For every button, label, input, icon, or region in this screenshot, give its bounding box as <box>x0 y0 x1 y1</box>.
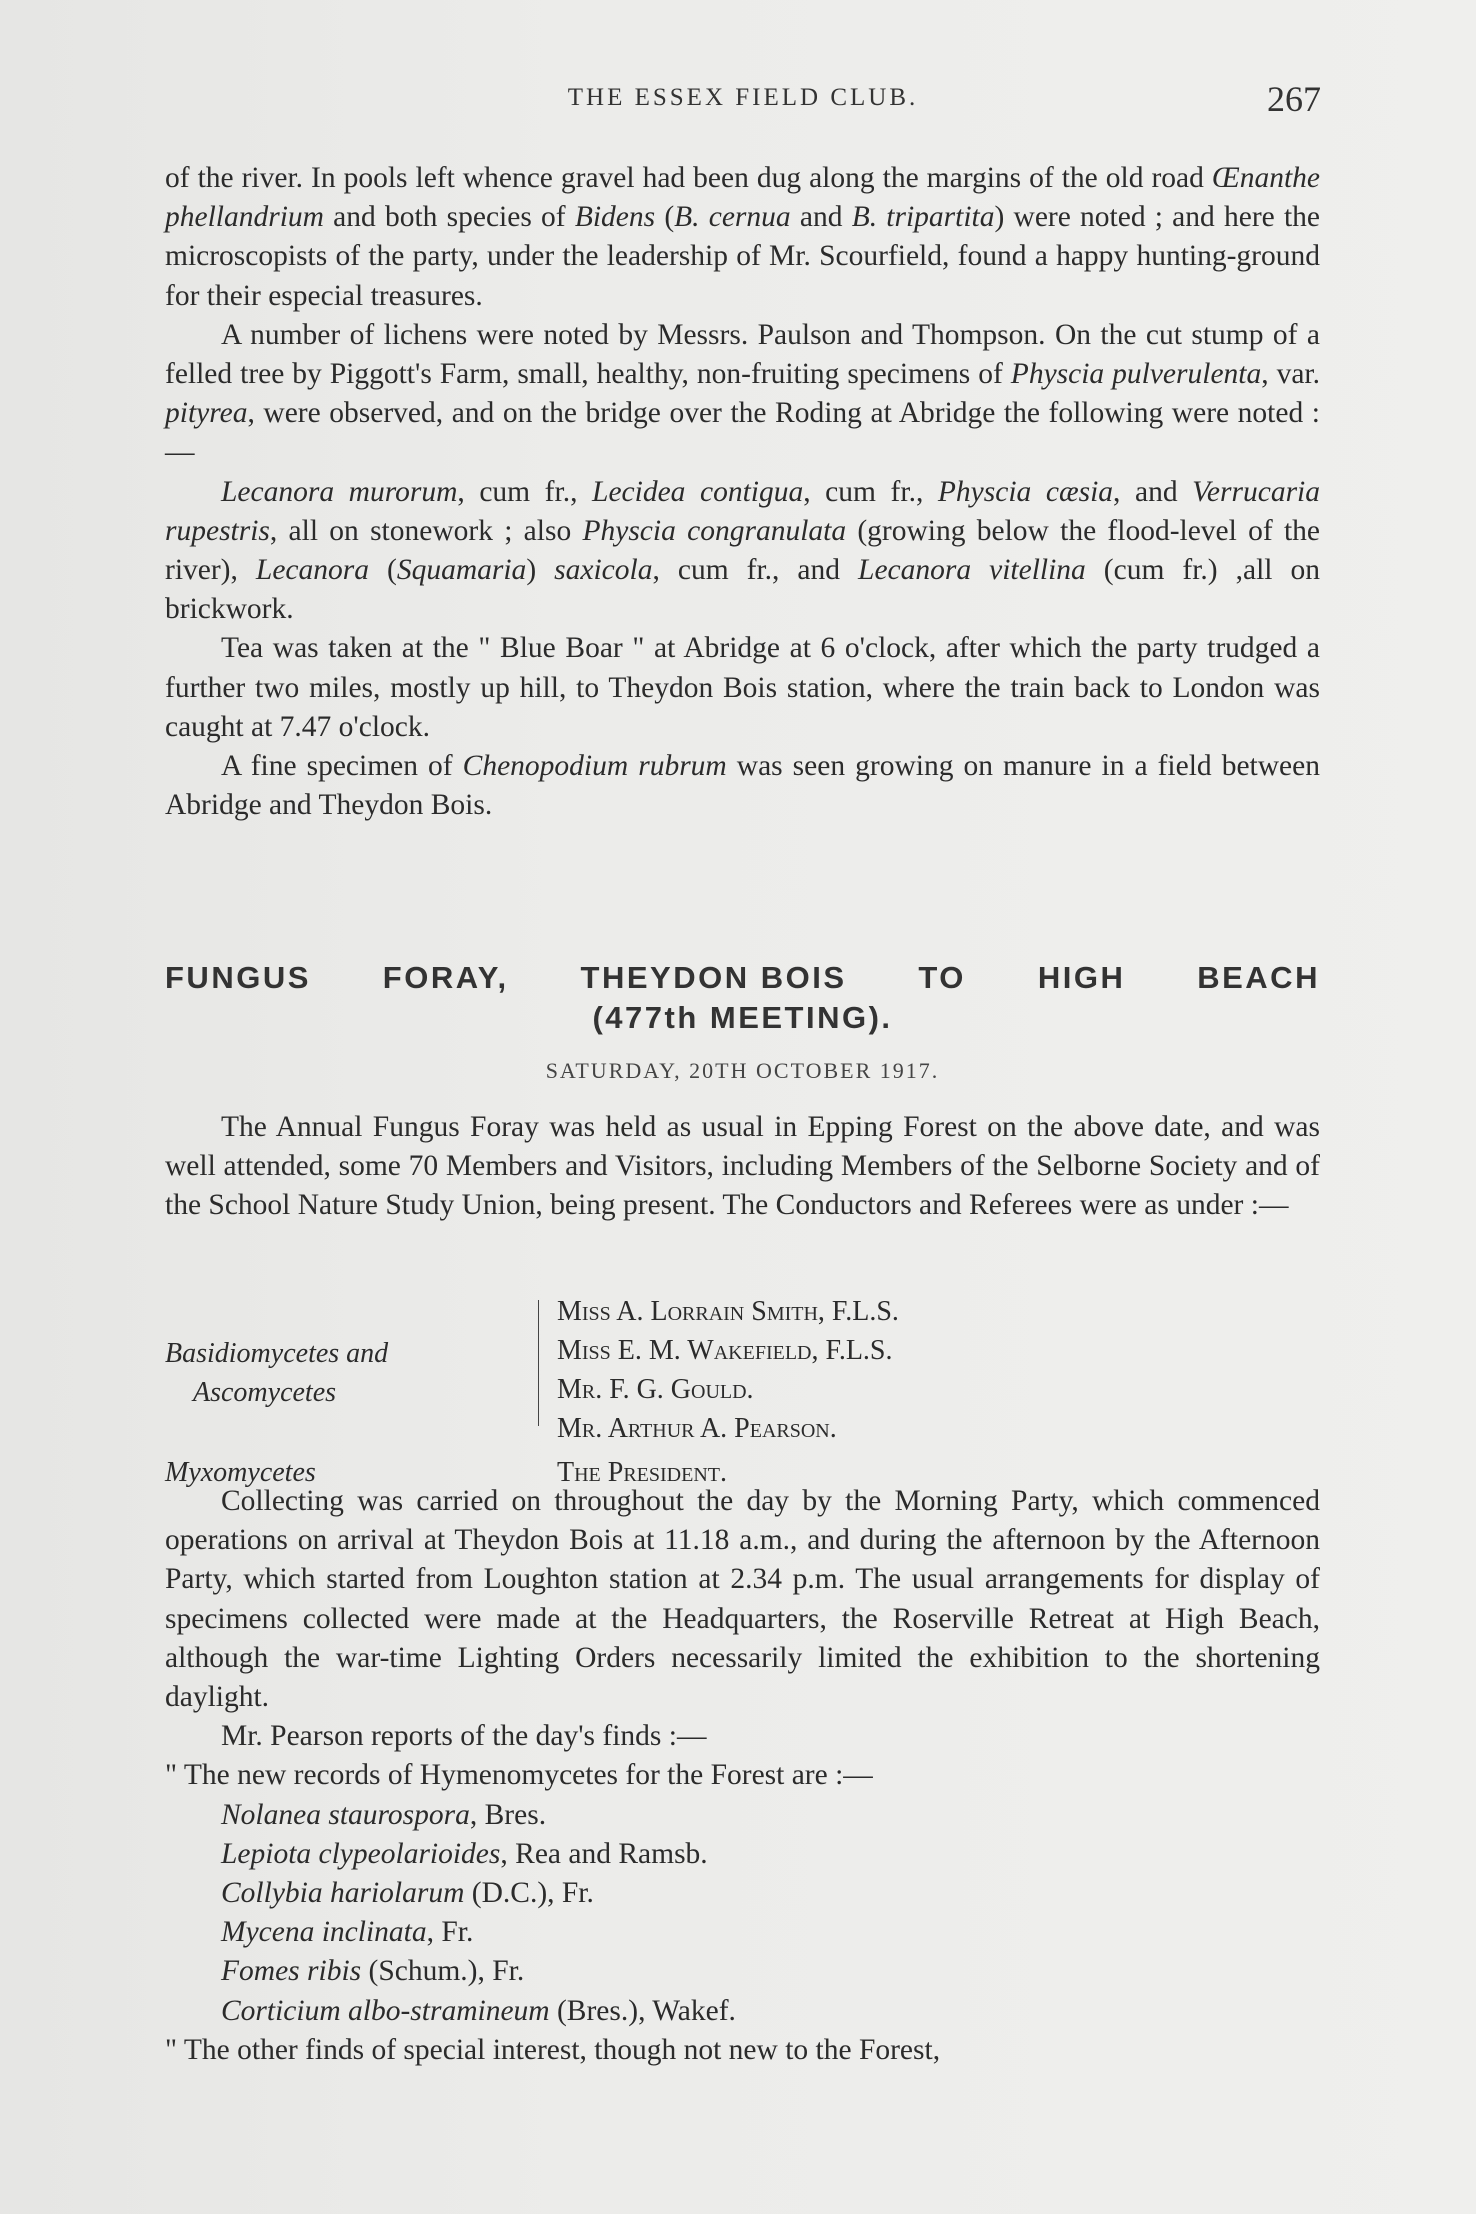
list-item: Nolanea staurospora, Bres. <box>221 1798 547 1831</box>
paragraph-foray-intro: The Annual Fungus Foray was held as usual in Epping Forest on the above date, and was well attended, some 70 Members and Visitors, including Members of the Selborne Society and of the School Nature Study Union, being present. The Conductors and Referees were as under :— <box>165 1111 1320 1222</box>
running-title: THE ESSEX FIELD CLUB. <box>567 84 919 111</box>
conductor-name: Mr. F. G. Gould. <box>557 1374 754 1405</box>
paragraph-lichens: A number of lichens were noted by Messrs. Paulson and Thompson. On the cut stump of a felled tree by Piggott's Farm, small, healthy, non-fruiting specimens of Physcia pulverulenta, var. pityrea, were observed, and on the bridge over the Roding at Abridge the following were noted :— <box>165 318 1321 469</box>
page-number: 267 <box>1267 79 1321 119</box>
conductor-group-label: Basidiomycetes and Ascomycetes <box>165 1338 389 1408</box>
new-records-list <box>165 1796 1320 2031</box>
paragraph-chenopodium: A fine specimen of Chenopodium rubrum was seen growing on manure in a field between Abridge and Theydon Bois. <box>165 750 1320 822</box>
page-header <box>165 78 1321 128</box>
list-item: Corticium albo-stramineum (Bres.), Wakef. <box>221 1994 736 2027</box>
meeting-date: SATURDAY, 20TH OCTOBER 1917. <box>545 1058 940 1083</box>
paragraph-tea: Tea was taken at the " Blue Boar " at Abridge at 6 o'clock, after which the party trudged a further two miles, mostly up hill, to Theydon Bois station, where the train back to London was caught at 7.47 o'clock. <box>165 632 1320 743</box>
paragraph-lichen-list: Lecanora murorum, cum fr., Lecidea contigua, cum fr., Physcia cæsia, and Verrucaria rupestris, all on stonework ; also Physcia congranulata (growing below the flood-level of the river), Lecanora (Squamaria) saxicola, cum fr., and Lecanora vitellina (cum fr.) ,all on brickwork. <box>165 475 1321 626</box>
conductors-list <box>165 1292 1320 1488</box>
list-item: Fomes ribis (Schum.), Fr. <box>221 1955 525 1988</box>
foray-intro <box>165 1108 1320 1226</box>
myxomycetes-referee: The President. <box>557 1457 727 1488</box>
intro-text <box>165 159 1320 825</box>
list-item: Collybia hariolarum (D.C.), Fr. <box>221 1877 594 1910</box>
conductor-name: Mr. Arthur A. Pearson. <box>557 1413 837 1444</box>
list-item: Mycena inclinata, Fr. <box>221 1916 474 1949</box>
paragraph-other-finds: " The other finds of special interest, though not new to the Forest, <box>165 2033 941 2066</box>
list-item: Lepiota clypeolarioides, Rea and Ramsb. <box>221 1837 708 1870</box>
section-heading <box>165 958 1320 1038</box>
conductor-name: Miss A. Lorrain Smith, F.L.S. <box>557 1296 899 1327</box>
myxomycetes-label: Myxomycetes <box>165 1457 316 1488</box>
conductor-names <box>557 1292 899 1448</box>
paragraph-new-records: " The new records of Hymenomycetes for the Forest are :— <box>165 1759 873 1792</box>
foray-body <box>165 1482 1320 2070</box>
heading-line-1: FUNGUS FORAY, THEYDON BOIS TO HIGH BEACH <box>165 960 1320 995</box>
brace <box>538 1300 549 1426</box>
paragraph-river: of the river. In pools left whence gravel had been dug along the margins of the old road Œnanthe phellandrium and both species of Bidens (B. cernua and B. tripartita) were noted ; and here the microscopists of the party, under the leadership of Mr. Scourfield, found a happy hunting-ground for their especial treasures. <box>165 162 1320 312</box>
paragraph-pearson: Mr. Pearson reports of the day's finds :— <box>221 1720 707 1753</box>
conductor-name: Miss E. M. Wakefield, F.L.S. <box>557 1335 893 1366</box>
paragraph-collecting: Collecting was carried on throughout the day by the Morning Party, which commenced operations on arrival at Theydon Bois at 11.18 a.m., and during the afternoon by the Afternoon Party, which started from Loughton station at 2.34 p.m. The usual arrangements for display of specimens collected were made at the Headquarters, the Roserville Retreat at High Beach, although the war-time Lighting Orders necessarily limited the exhibition to the shortening daylight. <box>165 1485 1320 1714</box>
heading-line-2: (477th MEETING). <box>592 1000 893 1035</box>
